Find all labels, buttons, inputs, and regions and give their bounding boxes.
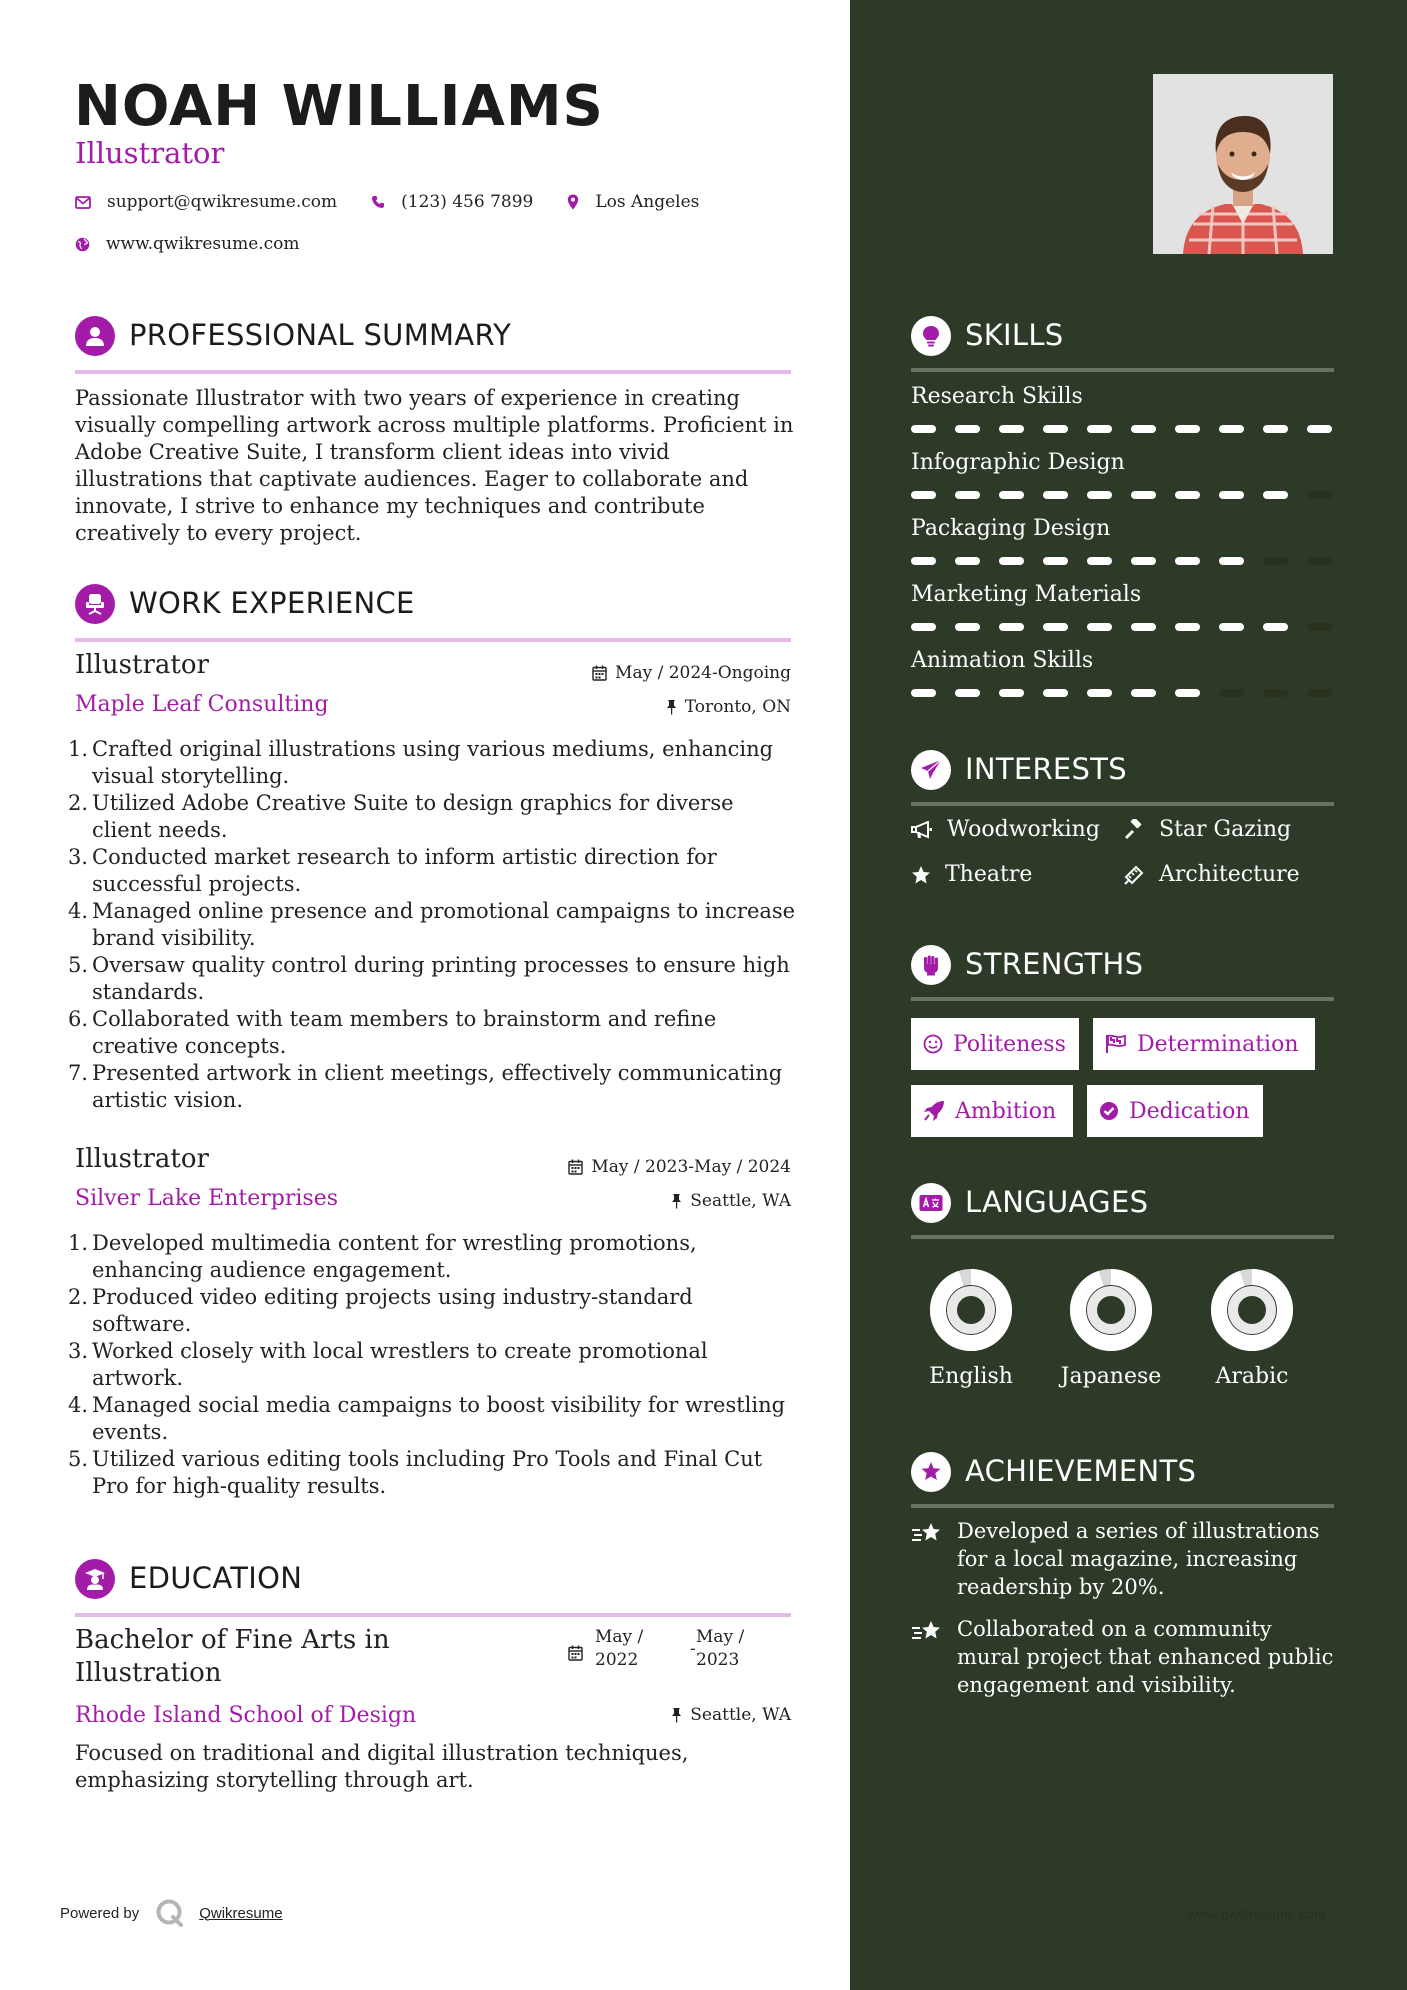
job-2-location — [671, 1191, 791, 1211]
skill-segment-filled — [1175, 623, 1200, 631]
skill-segment-filled — [1219, 491, 1244, 499]
skill-segment-filled — [955, 623, 980, 631]
skills-section-header — [911, 316, 1334, 372]
skill-segment-filled — [1131, 491, 1156, 499]
skill-label: Marketing Materials — [911, 582, 1142, 607]
skill-segment-filled — [999, 491, 1024, 499]
pushpin-icon — [671, 1707, 682, 1723]
envelope-icon — [75, 196, 91, 209]
megaphone-icon — [911, 821, 933, 839]
contact-row — [75, 192, 733, 212]
skill-segment-filled — [1043, 689, 1068, 697]
strengths-heading: STRENGTHS — [965, 947, 1144, 981]
map-pin-icon — [567, 194, 579, 210]
job-2-date-text: May / 2023-May / 2024 — [591, 1157, 791, 1177]
footer-url[interactable]: www.qwikresume.com — [1187, 1906, 1326, 1922]
phone-text: (123) 456 7899 — [401, 192, 534, 212]
skill-segment-filled — [1131, 425, 1156, 433]
skill-segment-filled — [1087, 491, 1112, 499]
skill-segment-filled — [1043, 557, 1068, 565]
experience-heading: WORK EXPERIENCE — [129, 586, 415, 620]
skill-rating-bar — [911, 557, 1334, 565]
calendar-icon — [568, 1159, 583, 1175]
education-location-text: Seattle, WA — [690, 1705, 791, 1725]
interest-item: Architecture — [1123, 862, 1300, 887]
website-text: www.qwikresume.com — [106, 234, 300, 254]
skill-segment-empty — [1219, 689, 1244, 697]
skill-segment-filled — [1131, 557, 1156, 565]
list-item: 4. Managed social media campaigns to boost visibility for wrestling events. — [68, 1393, 786, 1444]
list-item: 1. Developed multimedia content for wrestling promotions, enhancing audience engagement. — [68, 1231, 697, 1282]
profile-photo — [1153, 74, 1333, 254]
skill-segment-filled — [955, 425, 980, 433]
flag-icon — [1105, 1034, 1127, 1054]
education-heading: EDUCATION — [129, 1561, 303, 1595]
skill-segment-empty — [1263, 557, 1288, 565]
language-level-donut — [1192, 1260, 1312, 1360]
skill-segment-filled — [911, 557, 936, 565]
phone-icon — [371, 195, 385, 209]
language-level-donut — [1051, 1260, 1171, 1360]
shooting-star-icon — [911, 1619, 945, 1643]
graduate-icon — [75, 1559, 115, 1599]
job-2-title: Illustrator — [75, 1144, 209, 1174]
job-2-company: Silver Lake Enterprises — [75, 1186, 339, 1211]
drafting-compass-icon — [1123, 864, 1145, 886]
skill-segment-filled — [911, 623, 936, 631]
skill-segment-filled — [1087, 425, 1112, 433]
list-item: 6. Collaborated with team members to brainstorm and refine creative concepts. — [68, 1007, 717, 1058]
gavel-icon — [1123, 819, 1145, 841]
skill-rating-bar — [911, 623, 1334, 631]
calendar-icon — [568, 1645, 583, 1661]
list-item: 3. Conducted market research to inform artistic direction for successful projects. — [68, 845, 717, 896]
calendar-icon — [592, 665, 607, 681]
achievement-item: Collaborated on a community mural project that enhanced public engagement and visibility. — [911, 1615, 1341, 1699]
skill-rating-bar — [911, 425, 1334, 433]
job-2-dates — [568, 1157, 791, 1177]
skill-segment-filled — [1175, 557, 1200, 565]
job-1-company: Maple Leaf Consulting — [75, 692, 329, 717]
contact-phone[interactable] — [371, 192, 533, 212]
skill-segment-filled — [999, 689, 1024, 697]
education-degree: Bachelor of Fine Arts in Illustration — [75, 1625, 390, 1688]
skill-label: Research Skills — [911, 384, 1083, 409]
donut-inner-ring — [1233, 1291, 1271, 1329]
strength-badge: Determination — [1093, 1018, 1315, 1070]
lightbulb-icon — [911, 316, 951, 356]
list-item: 3. Worked closely with local wrestlers to create promotional artwork. — [68, 1339, 708, 1390]
interests-heading: INTERESTS — [965, 752, 1127, 786]
smile-icon — [923, 1034, 943, 1054]
list-item: 7. Presented artwork in client meetings, effectively communicating artistic vision. — [68, 1061, 783, 1112]
contact-location — [567, 192, 699, 212]
contact-row-2 — [75, 234, 334, 254]
rocket-icon — [923, 1100, 945, 1122]
translate-icon — [911, 1183, 951, 1223]
strength-badge: Ambition — [911, 1085, 1073, 1137]
language-item: Japanese — [1051, 1260, 1171, 1400]
job-2-bullets — [68, 1230, 798, 1500]
skill-segment-filled — [1219, 557, 1244, 565]
language-level-donut — [911, 1260, 1031, 1360]
skill-segment-filled — [999, 557, 1024, 565]
office-chair-icon — [75, 584, 115, 624]
skill-segment-filled — [1087, 623, 1112, 631]
education-end-date: May / 2023 — [696, 1627, 745, 1670]
donut-inner-ring — [1092, 1291, 1130, 1329]
user-icon — [75, 316, 115, 356]
education-start-date: May / 2022 — [595, 1627, 644, 1670]
skill-segment-filled — [1175, 689, 1200, 697]
paper-plane-icon — [911, 750, 951, 790]
fist-icon — [911, 945, 951, 985]
summary-text: Passionate Illustrator with two years of experience in creating visually compelling artwork across multiple platforms. Proficient in Adobe Creative Suite, I transform client ideas into vivid illustrations that captivate audiences. Eager to collaborate and innovate, I strive to enhance my techniques and contribute creatively to every project. — [75, 386, 794, 545]
skill-segment-filled — [1043, 425, 1068, 433]
list-item: 2. Produced video editing projects using industry-standard software. — [68, 1285, 693, 1336]
skill-segment-filled — [999, 425, 1024, 433]
education-section-header — [75, 1559, 791, 1617]
list-item: 2. Utilized Adobe Creative Suite to design graphics for diverse client needs. — [68, 791, 734, 842]
skill-segment-filled — [1043, 491, 1068, 499]
skill-segment-filled — [911, 425, 936, 433]
donut-inner-ring — [952, 1291, 990, 1329]
education-school: Rhode Island School of Design — [75, 1703, 417, 1728]
skill-segment-filled — [1131, 623, 1156, 631]
skill-segment-filled — [1087, 689, 1112, 697]
job-1-title: Illustrator — [75, 650, 209, 680]
skill-segment-empty — [1307, 557, 1332, 565]
globe-icon — [75, 237, 90, 252]
contact-website[interactable] — [75, 234, 300, 254]
qwikresume-link[interactable]: Qwikresume — [199, 1904, 283, 1922]
award-star-icon — [911, 1452, 951, 1492]
language-item: Arabic — [1192, 1260, 1312, 1400]
job-2-location-text: Seattle, WA — [690, 1191, 791, 1211]
footer — [60, 1898, 283, 1928]
skills-heading: SKILLS — [965, 318, 1064, 352]
skill-label: Animation Skills — [911, 648, 1094, 673]
interest-item: Star Gazing — [1123, 817, 1291, 842]
skill-segment-filled — [1175, 491, 1200, 499]
interest-item: Theatre — [911, 862, 1032, 887]
skill-segment-filled — [911, 689, 936, 697]
candidate-title: Illustrator — [75, 136, 225, 170]
skill-segment-filled — [1263, 425, 1288, 433]
job-1-date-text: May / 2024-Ongoing — [615, 663, 791, 683]
skill-segment-empty — [1263, 689, 1288, 697]
candidate-name: NOAH WILLIAMS — [74, 74, 604, 139]
email-text: support@qwikresume.com — [107, 192, 338, 212]
skill-segment-filled — [1175, 425, 1200, 433]
list-item: 5. Utilized various editing tools including Pro Tools and Final Cut Pro for high-quality results. — [68, 1447, 763, 1498]
achievements-heading: ACHIEVEMENTS — [965, 1454, 1197, 1488]
strengths-section-header — [911, 945, 1334, 1001]
skill-segment-filled — [1131, 689, 1156, 697]
summary-heading: PROFESSIONAL SUMMARY — [129, 318, 512, 352]
education-location — [671, 1705, 791, 1725]
job-1-location-text: Toronto, ON — [684, 697, 791, 717]
skill-segment-empty — [1307, 689, 1332, 697]
pushpin-icon — [671, 1193, 682, 1209]
achievements-section-header — [911, 1452, 1334, 1508]
pushpin-icon — [666, 699, 677, 715]
job-1-location — [666, 697, 791, 717]
list-item: 4. Managed online presence and promotional campaigns to increase brand visibility. — [68, 899, 796, 950]
skill-rating-bar — [911, 689, 1334, 697]
education-date-separator: - — [690, 1639, 696, 1659]
powered-by-text: Powered by — [60, 1904, 140, 1922]
interests-section-header — [911, 750, 1334, 806]
interest-item: Woodworking — [911, 817, 1100, 842]
contact-email[interactable] — [75, 192, 337, 212]
languages-section-header — [911, 1183, 1334, 1239]
skill-segment-filled — [1307, 425, 1332, 433]
location-text: Los Angeles — [595, 192, 700, 212]
experience-section-header — [75, 584, 791, 642]
skill-segment-filled — [955, 557, 980, 565]
strength-badge: Politeness — [911, 1018, 1079, 1070]
skill-segment-filled — [1219, 623, 1244, 631]
qwikresume-logo-icon — [155, 1898, 185, 1928]
skill-segment-filled — [1087, 557, 1112, 565]
star-icon — [911, 865, 931, 885]
summary-section-header — [75, 316, 791, 374]
achievement-item: Developed a series of illustrations for a local magazine, increasing readership by 20%. — [911, 1517, 1341, 1601]
list-item: 5. Oversaw quality control during printing processes to ensure high standards. — [68, 953, 790, 1004]
job-1-dates — [592, 663, 791, 683]
list-item: 1. Crafted original illustrations using various mediums, enhancing visual storytelling. — [68, 737, 774, 788]
skill-rating-bar — [911, 491, 1334, 499]
skill-segment-filled — [911, 491, 936, 499]
skill-segment-empty — [1307, 623, 1332, 631]
skill-segment-filled — [1263, 623, 1288, 631]
check-circle-icon — [1099, 1101, 1119, 1121]
skill-segment-filled — [1043, 623, 1068, 631]
skill-segment-filled — [999, 623, 1024, 631]
skill-segment-filled — [1263, 491, 1288, 499]
job-1-bullets — [68, 736, 798, 1114]
skill-segment-filled — [955, 689, 980, 697]
shooting-star-icon — [911, 1521, 945, 1545]
skill-label: Infographic Design — [911, 450, 1125, 475]
language-item: English — [911, 1260, 1031, 1400]
skill-label: Packaging Design — [911, 516, 1111, 541]
strength-badge: Dedication — [1087, 1085, 1263, 1137]
languages-heading: LANGUAGES — [965, 1185, 1149, 1219]
skill-segment-empty — [1307, 491, 1332, 499]
skill-segment-filled — [1219, 425, 1244, 433]
skill-segment-filled — [955, 491, 980, 499]
education-description: Focused on traditional and digital illustration techniques, emphasizing storytelling through art. — [75, 1741, 689, 1792]
